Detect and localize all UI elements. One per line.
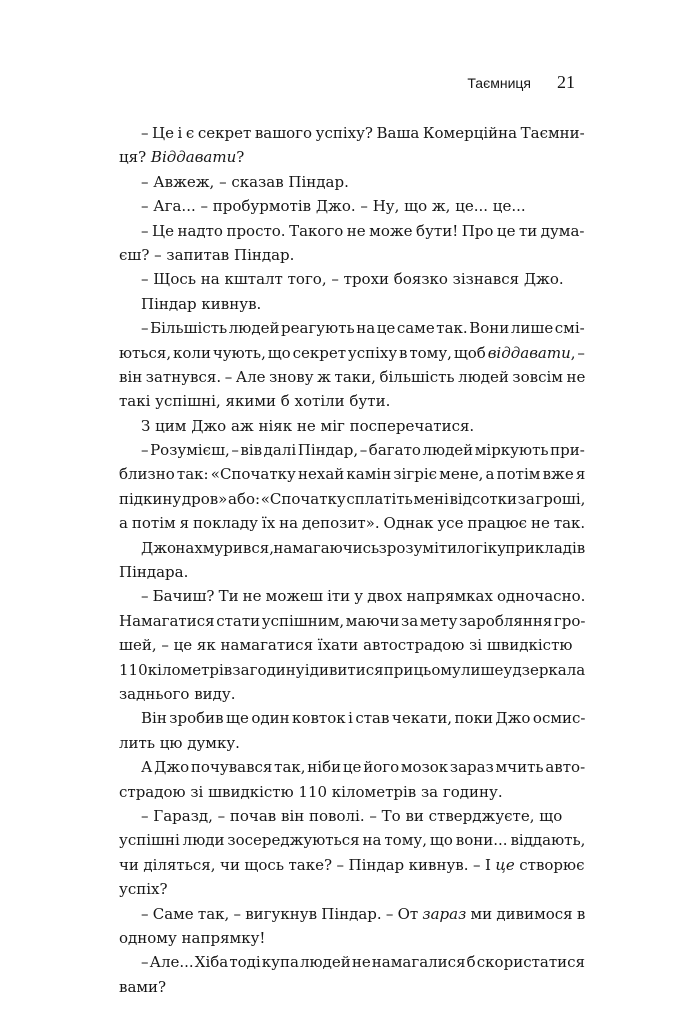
text-line: – Щось на кшталт того, – трохи боязко зізнався Джо. bbox=[141, 270, 564, 289]
page-number: 21 bbox=[557, 72, 575, 92]
text-line: – Більшість людей реагують на це саме так. Вони лише смі- bbox=[141, 319, 585, 338]
text-line: такі успішні, якими б хотіли бути. bbox=[119, 392, 391, 411]
text-line: заднього виду. bbox=[119, 684, 236, 703]
text-line: близно так: «Спочатку нехай камін зігріє мене, а потім вже я bbox=[119, 465, 586, 484]
body-text bbox=[119, 121, 585, 999]
text-line: шей, – це як намагатися їхати автострадою зі швидкістю bbox=[119, 636, 573, 655]
text-line: – Це і є секрет вашого успіху? Ваша Комерційна Таємни- bbox=[141, 124, 585, 142]
text-line: він затнувся. – Але знову ж таки, більшість людей зовсім не bbox=[119, 367, 586, 386]
text-line: – Гаразд, – почав він поволі. – То ви стверджуєте, що bbox=[141, 806, 563, 825]
text-line: – Бачиш? Ти не можеш іти у двох напрямках одночасно. bbox=[141, 587, 586, 606]
text-line: Він зробив ще один ковток і став чекати, поки Джо осмис- bbox=[141, 709, 586, 728]
text-line: одному напрямку! bbox=[119, 928, 266, 947]
text-line: успішні люди зосереджуються на тому, що вони... віддають, bbox=[119, 831, 586, 850]
text-line: З цим Джо аж ніяк не міг посперечатися. bbox=[141, 416, 475, 435]
text-line: вами? bbox=[119, 977, 167, 996]
text-line: – Саме так, – вигукнув Піндар. – От зараз ми дивимося в bbox=[141, 904, 586, 923]
text-line: Піндар кивнув. bbox=[141, 294, 262, 313]
text-line: – Це надто просто. Такого не може бути! Про це ти дума- bbox=[141, 221, 585, 240]
text-line: а потім я покладу їх на депозит». Однак усе працює не так. bbox=[119, 514, 586, 533]
text-line: А Джо почувався так, ніби це його мозок зараз мчить авто- bbox=[141, 758, 586, 777]
running-title: Таємниця bbox=[467, 75, 531, 91]
page-header bbox=[467, 72, 575, 93]
text-line: успіх? bbox=[119, 880, 168, 899]
text-line: – Авжеж, – сказав Піндар. bbox=[141, 172, 349, 191]
text-line: Джо нахмурився, намагаючись зрозуміти логіку прикладів bbox=[141, 538, 586, 557]
text-line: ються, коли чують, що секрет успіху в тому, щоб віддавати, – bbox=[119, 343, 585, 362]
text-line: – Розумієш, – вів далі Піндар, – багато людей міркують при- bbox=[141, 441, 585, 460]
text-line: страдою зі швидкістю 110 кілометрів за годину. bbox=[119, 782, 503, 801]
text-line: ця? Віддавати? bbox=[119, 148, 245, 167]
text-line: Намагатися стати успішним, маючи за мету заробляння гро- bbox=[119, 611, 586, 630]
text-line: єш? – запитав Піндар. bbox=[119, 245, 295, 264]
text-line: чи діляться, чи щось таке? – Піндар кивнув. – І це створює bbox=[119, 855, 585, 874]
text-line: – Ага... – пробурмотів Джо. – Ну, що ж, це... це... bbox=[141, 197, 526, 216]
text-line: – Але... Хіба тоді купа людей не намагалися б скористатися bbox=[141, 953, 585, 972]
text-line: лить цю думку. bbox=[119, 733, 240, 752]
text-line: 110 кілометрів за годину і дивитися при цьому лише у дзеркала bbox=[119, 660, 586, 679]
text-line: підкину дров» або: «Спочатку сплатіть мені відсотки за гроші, bbox=[119, 489, 586, 508]
text-line: Піндара. bbox=[119, 563, 189, 582]
